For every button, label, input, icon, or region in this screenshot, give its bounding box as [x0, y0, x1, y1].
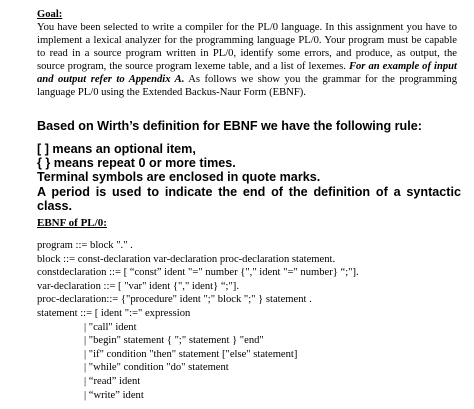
grammar-line-proc-declaration: proc-declaration::= {"procedure" ident ";" block ";" } statement . [37, 294, 312, 306]
grammar-line-statement: statement ::= [ ident ":=" expression [37, 307, 191, 319]
grammar-block [37, 239, 359, 402]
grammar-line-block: block ::= const-declaration var-declaration proc-declaration statement. [37, 253, 336, 265]
grammar-line-var-declaration: var-declaration ::= [ "var" ident {"," ident} “;"]. [37, 280, 239, 292]
goal-heading: Goal: [37, 9, 63, 20]
rule-terminal: Terminal symbols are enclosed in quote marks. [37, 170, 321, 185]
rule-period: A period is used to indicate the end of the definition of a syntactic class. [37, 184, 461, 213]
grammar-line-begin: | "begin" statement { ";" statement } "end" [84, 335, 264, 347]
wirth-heading: Based on Wirth’s definition for EBNF we have the following rule: [37, 119, 422, 133]
grammar-line-program: program ::= block "." . [37, 240, 133, 251]
grammar-line-read: | “read” ident [84, 375, 141, 387]
grammar-line-call: | "call" ident [84, 321, 137, 333]
goal-paragraph-tail: As follows we show you the grammar for the programming language PL/0 using the Extended Backus-Naur Form (EBNF). [37, 74, 457, 98]
rule-repeat: { } means repeat 0 or more times. [37, 156, 236, 171]
grammar-line-if: | "if" condition "then" statement ["else" statement] [84, 348, 298, 360]
goal-paragraph [37, 22, 457, 98]
ebnf-heading: EBNF of PL/0: [37, 217, 107, 229]
grammar-line-while: | "while" condition "do" statement [84, 362, 229, 374]
ebnf-rules [37, 142, 461, 213]
grammar-line-write: | “write” ident [84, 389, 144, 401]
appendix-reference: For an example of input and output refer to Appendix A. [37, 61, 457, 85]
rule-optional: [ ] means an optional item, [37, 142, 196, 156]
grammar-line-constdeclaration: constdeclaration ::= [ “const” ident "=" number {"," ident "=" number} “;"]. [37, 267, 359, 279]
goal-paragraph-text: You have been selected to write a compiler for the PL/0 language. In this assignment you have to implement a lexical analyzer for the programming language PL/0. Your program must be capable to read in a source program written in PL/0, identify some errors, and produce, as output, the source program, the source program lexeme table, and a list of lexemes. [37, 22, 457, 72]
goal-section [37, 8, 457, 99]
